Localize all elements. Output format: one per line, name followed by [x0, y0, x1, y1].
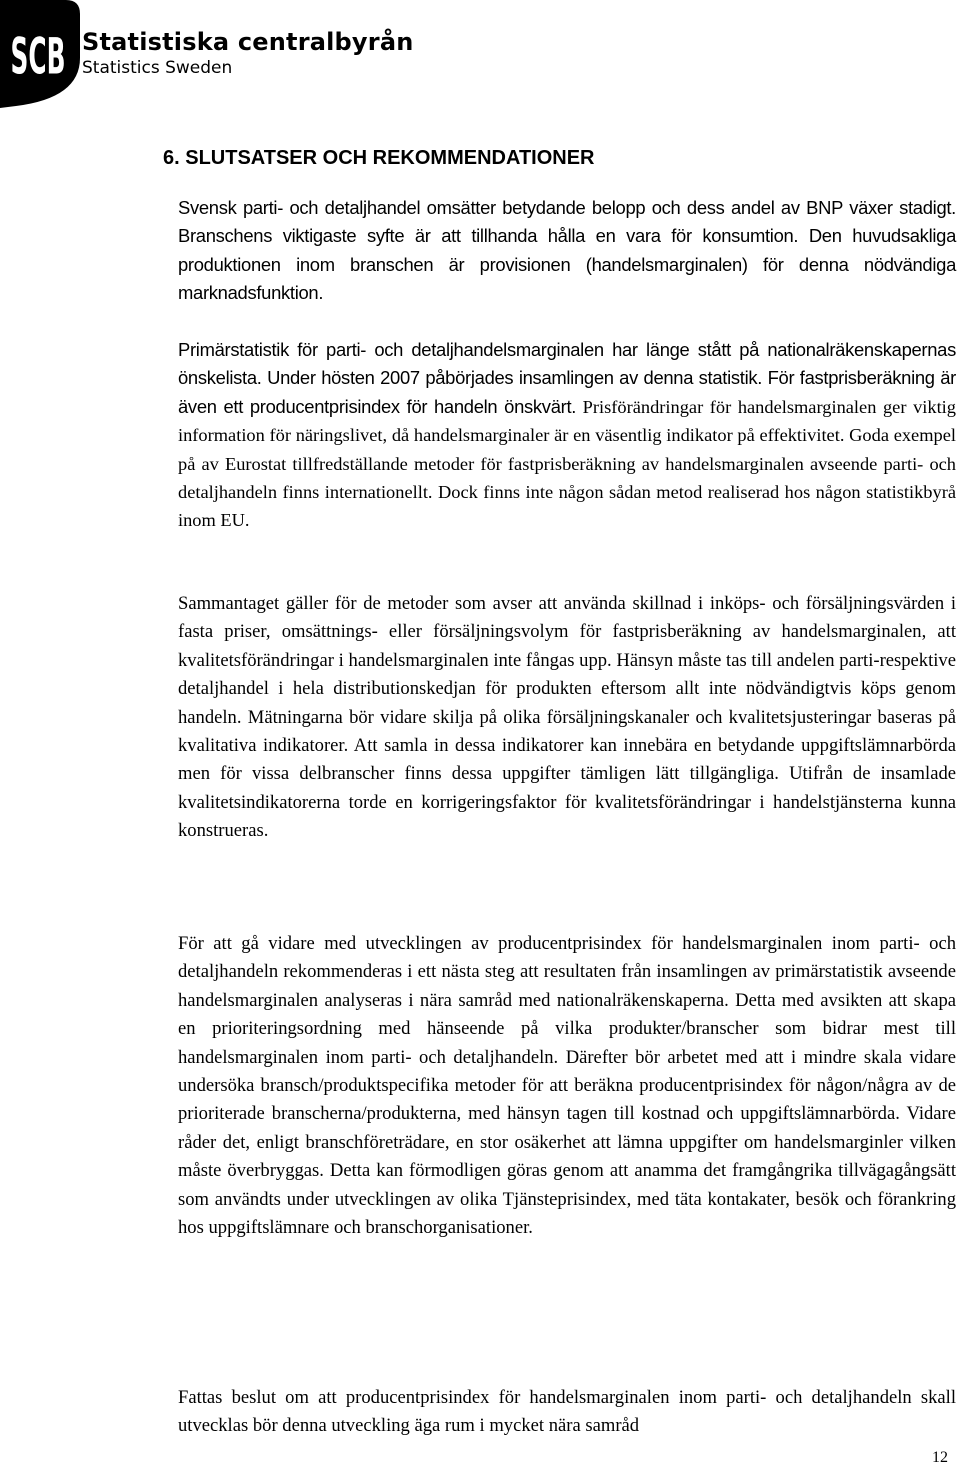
scb-logo: [0, 0, 460, 110]
paragraph-5-block: [178, 1384, 956, 1441]
paragraph-1: Svensk parti- och detaljhandel omsätter betydande belopp och dess andel av BNP växer stadigt. Branschens viktigaste syfte är att tillhanda hålla en vara för konsumtion. Den huvudsakliga produktionen inom branschen är provisionen (handelsmarginalen) för denna nödvändiga marknadsfunktion.: [178, 197, 956, 304]
paragraph-2-sans-text: Primärstatistik för parti- och detaljhandelsmarginalen har länge stått på nationalräkenskapernas önskelista. Under hösten 2007 påbörjades insamlingen av denna statistik. För fastprisberäkning är även ett producentprisindex för handeln önskvärt.: [178, 339, 956, 417]
paragraph-3-block: [178, 590, 956, 846]
paragraph-2: [178, 336, 956, 535]
paragraph-2-serif-text: Prisförändringar för handelsmarginalen ger viktig information för näringslivet, då handelsmarginaler är en väsentlig indikator på effektivitet. Goda exempel på av Eurostat tillfredställande metoder för fastprisberäkning av handelsmarginalen avseende parti- och detaljhandeln finns internationellt. Dock finns inte någon sådan metod realiserad hos någon statistikbyrå inom EU.: [178, 396, 956, 531]
org-name: Statistiska centralbyrån: [82, 28, 414, 56]
scb-logo-lettering: SCB: [10, 27, 66, 87]
section-heading: 6. SLUTSATSER OCH REKOMMENDATIONER: [163, 147, 595, 169]
paragraph-1-block: [178, 194, 956, 308]
paragraph-4-block: [178, 930, 956, 1242]
paragraph-5: Fattas beslut om att producentprisindex för handelsmarginalen inom parti- och detaljhandeln skall utvecklas bör denna utveckling äga rum i mycket nära samråd: [178, 1387, 956, 1437]
paragraph-3: Sammantaget gäller för de metoder som avser att använda skillnad i inköps- och försäljningsvärden i fasta priser, omsättnings- eller försäljningsvolym för fastprisberäkning av handelsmarginalen, att kvalitetsförändringar i handelsmarginalen inte fångas upp. Hänsyn måste tas till andelen parti-respektive detaljhandel i hela distributionskedjan för produkten eftersom allt inte nödvändigtvis köps genom handeln. Mätningarna bör vidare skilja på olika försäljningskanaler och kvalitetsjusteringar baseras på kvalitativa indikatorer. Att samla in dessa indikatorer kan innebära en betydande uppgiftslämnarbörda men för vissa delbranscher finns dessa uppgifter tämligen lätt tillgängliga. Utifrån de insamlade kvalitetsindikatorerna torde en korrigeringsfaktor för kvalitetsförändringar i handelstjänsterna kunna konstrueras.: [178, 593, 956, 842]
org-name-en: Statistics Sweden: [82, 58, 233, 78]
scb-logo-icon: [0, 0, 80, 110]
paragraph-2-block: [178, 336, 956, 535]
page-number: 12: [932, 1449, 948, 1466]
paragraph-4: För att gå vidare med utvecklingen av producentprisindex för handelsmarginalen inom parti- och detaljhandeln rekommenderas i ett nästa steg att resultaten från insamlingen av primärstatistik avseende handelsmarginalen analyseras i nära samråd med nationalräkenskaperna. Detta med avsikten att skapa en prioriteringsordning med hänseende på vilka produkter/branscher som bidrar mest till handelsmarginalen inom parti- och detaljhandeln. Därefter bör arbetet med att i mindre skala vidare undersöka bransch/produktspecifika metoder för att beräkna producentprisindex för någon/några av de prioriterade branscherna/produkterna, med hänsyn tagen till kostnad och uppgiftslämnarbörda. Vidare råder det, enligt branschföreträdare, en stor osäkerhet att lämna uppgifter om handelsmarginler vilken måste överbryggas. Detta kan förmodligen göras genom att anamma det framgångrika tillvägagångsätt som användts under utvecklingen av olika Tjänsteprisindex, med täta kontakater, besök och förankring hos uppgiftslämnare och branschorganisationer.: [178, 933, 956, 1239]
